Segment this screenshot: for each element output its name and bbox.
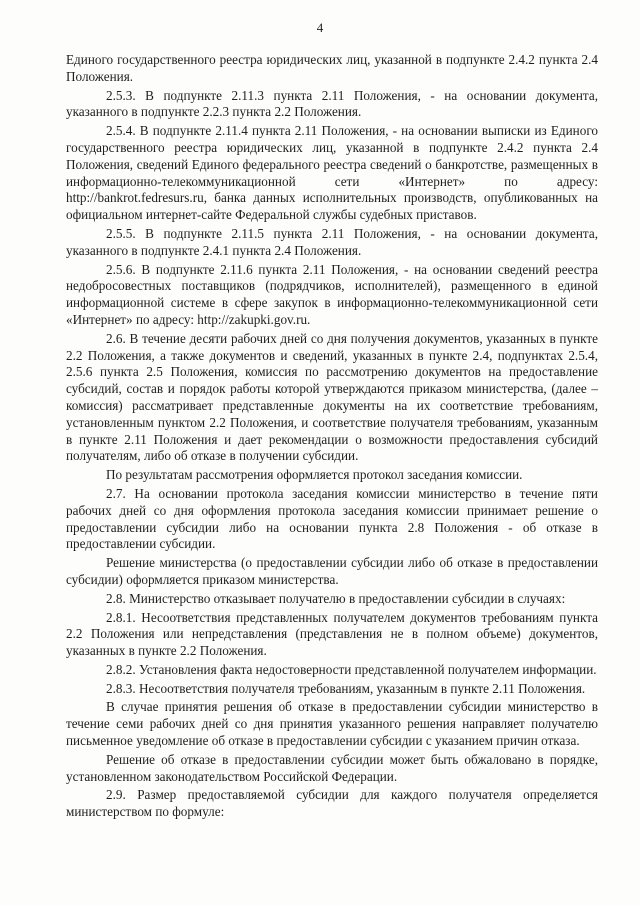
paragraph-2-6: 2.6. В течение десяти рабочих дней со дня получения документов, указанных в пункте 2.2 Положения, а также документов и сведений, указанных в пункте 2.4, подпунктах 2.5.4, 2.5.6 пункта 2.5 Положения, комиссия по рассмотрению документов на предоставление субсидий, состав и порядок работы которой утверждаются приказом министерства, (далее – комиссия) рассматривает представленные документы на их соответствие требованиям, установленным пунктом 2.2 Положения, и соответствие получателя требованиям, указанным в пункте 2.11 Положения и дает рекомендации о возможности предоставления субсидий получателям, либо об отказе в получении субсидии. (66, 330, 598, 464)
paragraph-1: Единого государственного реестра юридических лиц, указанной в подпункте 2.4.2 пункта 2.4 Положения. (66, 52, 598, 84)
page-number: 4 (316, 20, 324, 35)
paragraph-appeal: Решение об отказе в предоставлении субсидии может быть обжаловано в порядке, установленном законодательством Российской Федерации. (66, 751, 598, 784)
paragraph-2-5-5: 2.5.5. В подпункте 2.11.5 пункта 2.11 Положения, - на основании документа, указанного в подпункте 2.4.1 пункта 2.4 Положения. (66, 225, 598, 258)
paragraph-2-5-3: 2.5.3. В подпункте 2.11.3 пункта 2.11 Положения, - на основании документа, указанного в подпункте 2.2.3 пункта 2.2 Положения. (66, 87, 598, 120)
document-body (66, 52, 598, 821)
paragraph-2-9: 2.9. Размер предоставляемой субсидии для каждого получателя определяется министерством по формуле: (66, 787, 598, 820)
paragraph-2-7: 2.7. На основании протокола заседания комиссии министерство в течение пяти рабочих дней со дня оформления протокола заседания комиссии принимает решение о предоставлении субсидии либо на основании пункта 2.8 Положения - об отказе в предоставлении субсидии. (66, 485, 598, 552)
paragraph-2-8-3: 2.8.3. Несоответствия получателя требованиям, указанным в пункте 2.11 Положения. (106, 680, 586, 696)
paragraph-2-5-4: 2.5.4. В подпункте 2.11.4 пункта 2.11 Положения, - на основании выписки из Единого государственного реестра юридических лиц, указанной в подпункте 2.4.2 пункта 2.4 Положения, сведений Единого федерального реестра сведений о банкротстве, размещенных в информационно-телекоммуникационной сети «Интернет» по адресу: http://bankrot.fedresurs.ru, банка данных исполнительных производств, опубликованных на официальном интернет-сайте Федеральной службы судебных приставов. (66, 123, 598, 223)
paragraph-protocol: По результатам рассмотрения оформляется протокол заседания комиссии. (106, 467, 523, 483)
paragraph-2-8: 2.8. Министерство отказывает получателю в предоставлении субсидии в случаях: (106, 590, 566, 606)
paragraph-decision: Решение министерства (о предоставлении субсидии либо об отказе в предоставлении субсидии) оформляется приказом министерства. (66, 555, 598, 587)
paragraph-refusal-notice: В случае принятия решения об отказе в предоставлении субсидии министерство в течение семи рабочих дней со дня принятия указанного решения направляет получателю письменное уведомление об отказе в предоставлении субсидии с указанием причин отказа. (66, 699, 598, 749)
paragraph-2-5-6: 2.5.6. В подпункте 2.11.6 пункта 2.11 Положения, - на основании сведений реестра недобросовестных поставщиков (подрядчиков, исполнителей), размещенного в единой информационной системе в сфере закупок в информационно-телекоммуникационной сети «Интернет» по адресу: http://zakupki.gov.ru. (66, 261, 598, 327)
paragraph-2-8-2: 2.8.2. Установления факта недостоверности представленной получателем информации. (106, 661, 597, 677)
paragraph-2-8-1: 2.8.1. Несоответствия представленных получателем документов требованиям пункта 2.2 Положения или непредставления (представления не в полном объеме) документов, указанных в пункте 2.2 Положения. (66, 609, 598, 659)
